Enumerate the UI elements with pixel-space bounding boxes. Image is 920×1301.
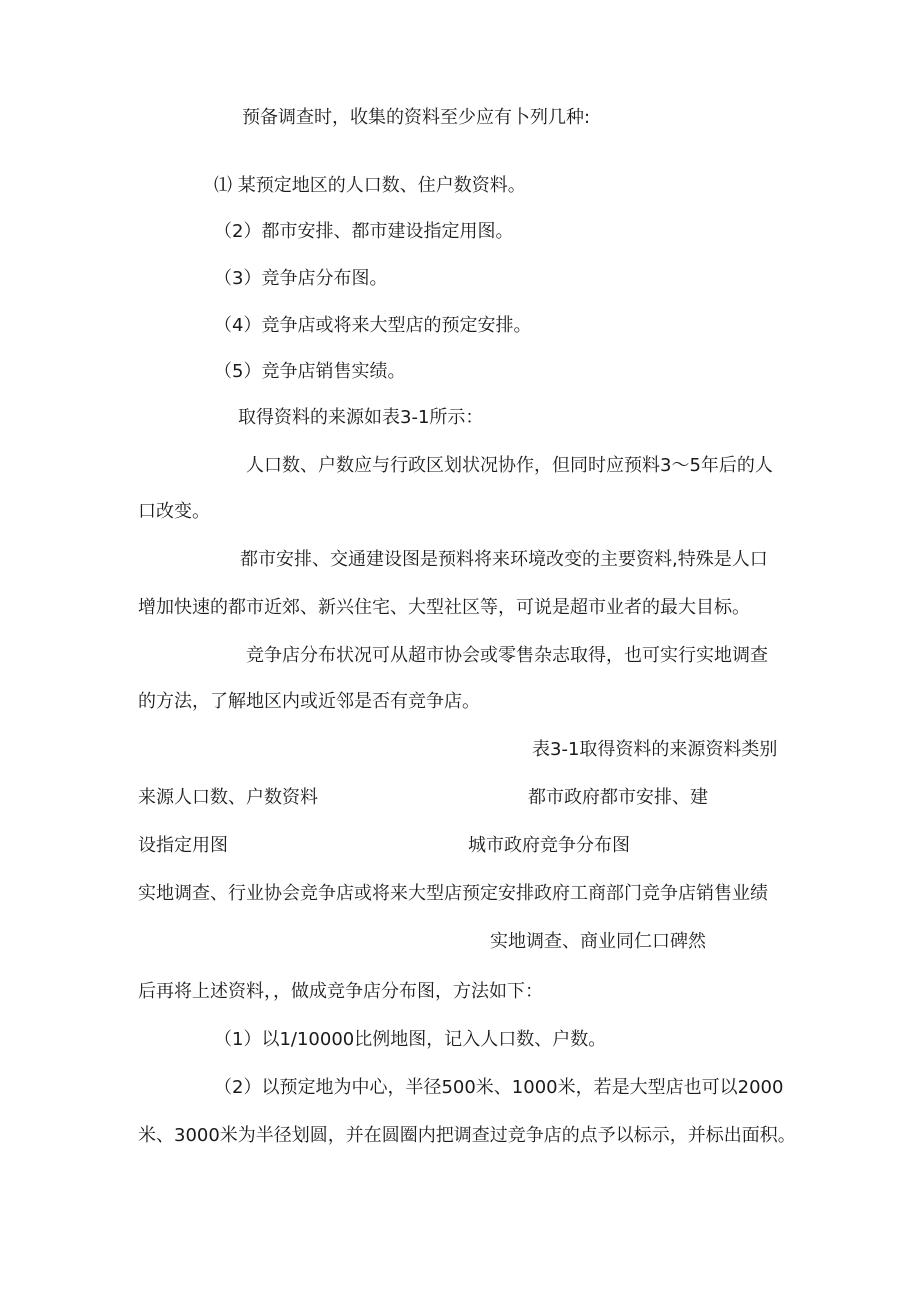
- table-line-4: 城市政府竞争分布图: [468, 835, 630, 856]
- list-item-2: （2）都市安排、都市建设指定用图。: [214, 221, 514, 242]
- para-planning-line-1: 都市安排、交通建设图是预料将来环境改变的主要资料,特殊是人口: [240, 549, 768, 570]
- table-line-6: 实地调查、商业同仁口碑然: [490, 931, 706, 952]
- step-2-line-2: 米、3000米为半径划圆，并在圆圈内把调查过竞争店的点予以标示，并标出面积。: [138, 1125, 796, 1146]
- para-competitor-line-1: 竞争店分布状况可从超市协会或零售杂志取得，也可实行实地调查: [246, 645, 768, 666]
- table-caption: 表3-1取得资料的来源资料类别: [532, 739, 778, 760]
- method-intro: 后再将上述资料，，做成竞争店分布图，方法如下：: [138, 981, 543, 1002]
- para-population-line-1: 人口数、户数应与行政区划状况协作，但同时应预料3～5年后的人: [246, 455, 773, 476]
- step-1: （1）以1/10000比例地图，记入人口数、户数。: [214, 1029, 607, 1050]
- step-2-line-1: （2）以预定地为中心，半径500米、1000米，若是大型店也可以2000: [214, 1077, 784, 1098]
- table-line-3: 设指定用图: [138, 835, 228, 856]
- source-intro: 取得资料的来源如表3-1所示：: [238, 407, 484, 428]
- table-line-2: 都市政府都市安排、建: [528, 787, 708, 808]
- intro-line: 预备调查时，收集的资料至少应有卜列几种:: [242, 107, 591, 128]
- table-line-5: 实地调查、行业协会竞争店或将来大型店预定安排政府工商部门竞争店销售业绩: [138, 883, 768, 904]
- para-population-line-2: 口改变。: [138, 501, 210, 522]
- para-planning-line-2: 增加快速的都市近郊、新兴住宅、大型社区等，可说是超市业者的最大目标。: [138, 597, 750, 618]
- list-item-4: （4）竞争店或将来大型店的预定安排。: [214, 315, 532, 336]
- list-item-3: （3）竞争店分布图。: [214, 268, 388, 289]
- table-line-1: 来源人口数、户数资料: [138, 787, 318, 808]
- list-item-1: ⑴ 某预定地区的人口数、住户数资料。: [214, 175, 526, 196]
- para-competitor-line-2: 的方法，了解地区内或近邻是否有竞争店。: [138, 691, 480, 712]
- list-item-5: （5）竞争店销售实绩。: [214, 361, 406, 382]
